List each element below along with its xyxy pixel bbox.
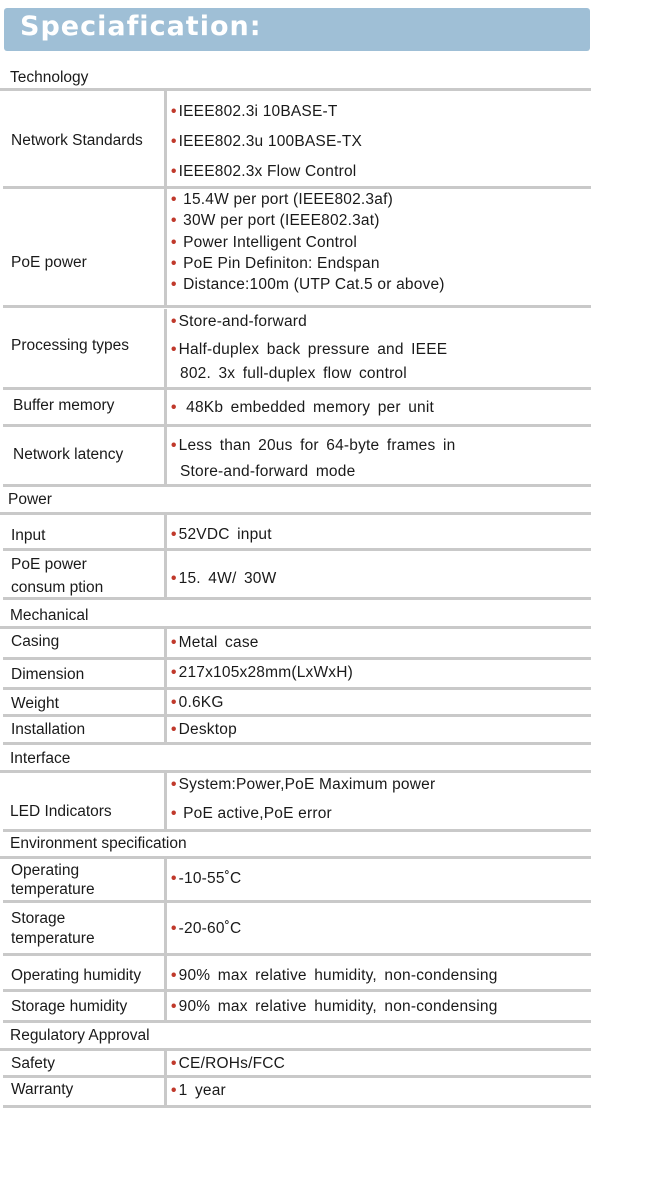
row-buffer-memory (3, 390, 591, 427)
row-value: IEEE802.3u 100BASE-TX (178, 133, 363, 150)
row-processing-types (3, 309, 591, 390)
row-label: LED Indicators (10, 803, 112, 820)
section-environment (0, 832, 591, 859)
row-value: CE/ROHs/FCC (178, 1055, 286, 1072)
bullet-icon: • (171, 1082, 177, 1099)
row-value: 1 year (178, 1082, 226, 1099)
row-label: Operating humidity (11, 967, 142, 984)
row-label: Operating (11, 862, 80, 879)
bullet-icon: • (171, 634, 177, 651)
row-label: PoE power (11, 556, 87, 573)
row-label: consum ption (11, 579, 104, 596)
bullet-icon: • (171, 313, 177, 330)
row-input (3, 515, 591, 551)
section-title: Interface (10, 750, 71, 767)
row-installation (3, 717, 591, 745)
bullet-icon: • (171, 526, 177, 543)
row-value: 30W per port (IEEE802.3at) (178, 212, 380, 229)
row-value: PoE active,PoE error (178, 805, 332, 822)
section-title: Mechanical (10, 607, 89, 624)
row-led-indicators (3, 773, 591, 832)
row-poe-consumption (3, 551, 591, 600)
bullet-icon: • (171, 967, 177, 984)
section-mechanical (0, 600, 591, 629)
bullet-icon: • (171, 805, 177, 822)
bullet-icon: • (171, 255, 177, 272)
row-dimension (3, 660, 591, 690)
row-value: 90% max relative humidity, non-condensing (178, 998, 498, 1015)
row-weight (3, 690, 591, 717)
bullet-icon: • (171, 721, 177, 738)
row-value: 0.6KG (178, 694, 224, 711)
row-safety (3, 1051, 591, 1078)
row-value: Distance:100m (UTP Cat.5 or above) (178, 276, 445, 293)
row-value: 52VDC input (178, 526, 272, 543)
row-value: IEEE802.3i 10BASE-T (178, 103, 338, 120)
row-value: Store-and-forward mode (180, 463, 356, 480)
page-title: Speciafication: (20, 11, 262, 42)
row-value: 15.4W per port (IEEE802.3af) (178, 191, 393, 208)
section-regulatory (0, 1023, 591, 1051)
bullet-icon: • (171, 133, 177, 150)
row-label: Weight (11, 695, 59, 712)
row-label: Processing types (11, 337, 130, 354)
row-label: Network latency (13, 446, 124, 463)
section-title: Power (8, 491, 52, 508)
row-operating-temperature (3, 859, 591, 903)
bullet-icon: • (171, 276, 177, 293)
section-title: Environment specification (10, 835, 187, 852)
row-label: Buffer memory (13, 397, 115, 414)
row-value: -20-60˚C (178, 920, 242, 937)
row-label: Input (11, 527, 46, 544)
bullet-icon: • (171, 694, 177, 711)
bullet-icon: • (171, 998, 177, 1015)
row-label: Warranty (11, 1081, 74, 1098)
row-label: Installation (11, 721, 86, 738)
row-label: PoE power (11, 254, 87, 271)
row-label: temperature (11, 881, 95, 898)
section-title: Technology (10, 69, 89, 86)
row-label: Dimension (11, 666, 85, 683)
row-label: temperature (11, 930, 95, 947)
row-label: Network Standards (11, 132, 143, 149)
row-storage-temperature (3, 903, 591, 956)
row-label: Safety (11, 1055, 55, 1072)
row-value: 48Kb embedded memory per unit (178, 399, 434, 416)
bullet-icon: • (171, 399, 177, 416)
bullet-icon: • (171, 664, 177, 681)
row-operating-humidity (3, 956, 591, 992)
bullet-icon: • (171, 437, 177, 454)
row-value: 90% max relative humidity, non-condensing (178, 967, 498, 984)
row-value: 15. 4W/ 30W (178, 570, 277, 587)
row-network-standards (3, 91, 591, 189)
row-value: Metal case (178, 634, 259, 651)
spec-header-banner (4, 8, 590, 51)
bullet-icon: • (171, 920, 177, 937)
bullet-icon: • (171, 212, 177, 229)
row-value: Less than 20us for 64-byte frames in (178, 437, 456, 454)
row-value: 217x105x28mm(LxWxH) (178, 664, 353, 681)
row-value: IEEE802.3x Flow Control (178, 163, 357, 180)
row-casing (3, 629, 591, 660)
section-power (0, 487, 591, 515)
bullet-icon: • (171, 870, 177, 887)
row-value: Store-and-forward (178, 313, 307, 330)
bullet-icon: • (171, 570, 177, 587)
row-value: Power Intelligent Control (178, 234, 358, 251)
bullet-icon: • (171, 163, 177, 180)
section-interface (0, 745, 591, 773)
row-storage-humidity (3, 992, 591, 1023)
row-value: System:Power,PoE Maximum power (178, 776, 436, 793)
row-warranty (3, 1078, 591, 1108)
row-label: Storage (11, 910, 66, 927)
row-network-latency (3, 427, 591, 487)
row-poe-power (3, 189, 591, 308)
row-label: Storage humidity (11, 998, 128, 1015)
bullet-icon: • (171, 341, 177, 358)
row-label: Casing (11, 633, 60, 650)
bullet-icon: • (171, 103, 177, 120)
bullet-icon: • (171, 1055, 177, 1072)
bullet-icon: • (171, 234, 177, 251)
section-title: Regulatory Approval (10, 1027, 150, 1044)
row-value: Desktop (178, 721, 237, 738)
row-value: PoE Pin Definiton: Endspan (178, 255, 380, 272)
bullet-icon: • (171, 776, 177, 793)
bullet-icon: • (171, 191, 177, 208)
row-value: Half-duplex back pressure and IEEE (178, 341, 448, 358)
row-value: -10-55˚C (178, 870, 242, 887)
section-technology (0, 66, 591, 91)
row-value: 802. 3x full-duplex flow control (180, 365, 407, 382)
